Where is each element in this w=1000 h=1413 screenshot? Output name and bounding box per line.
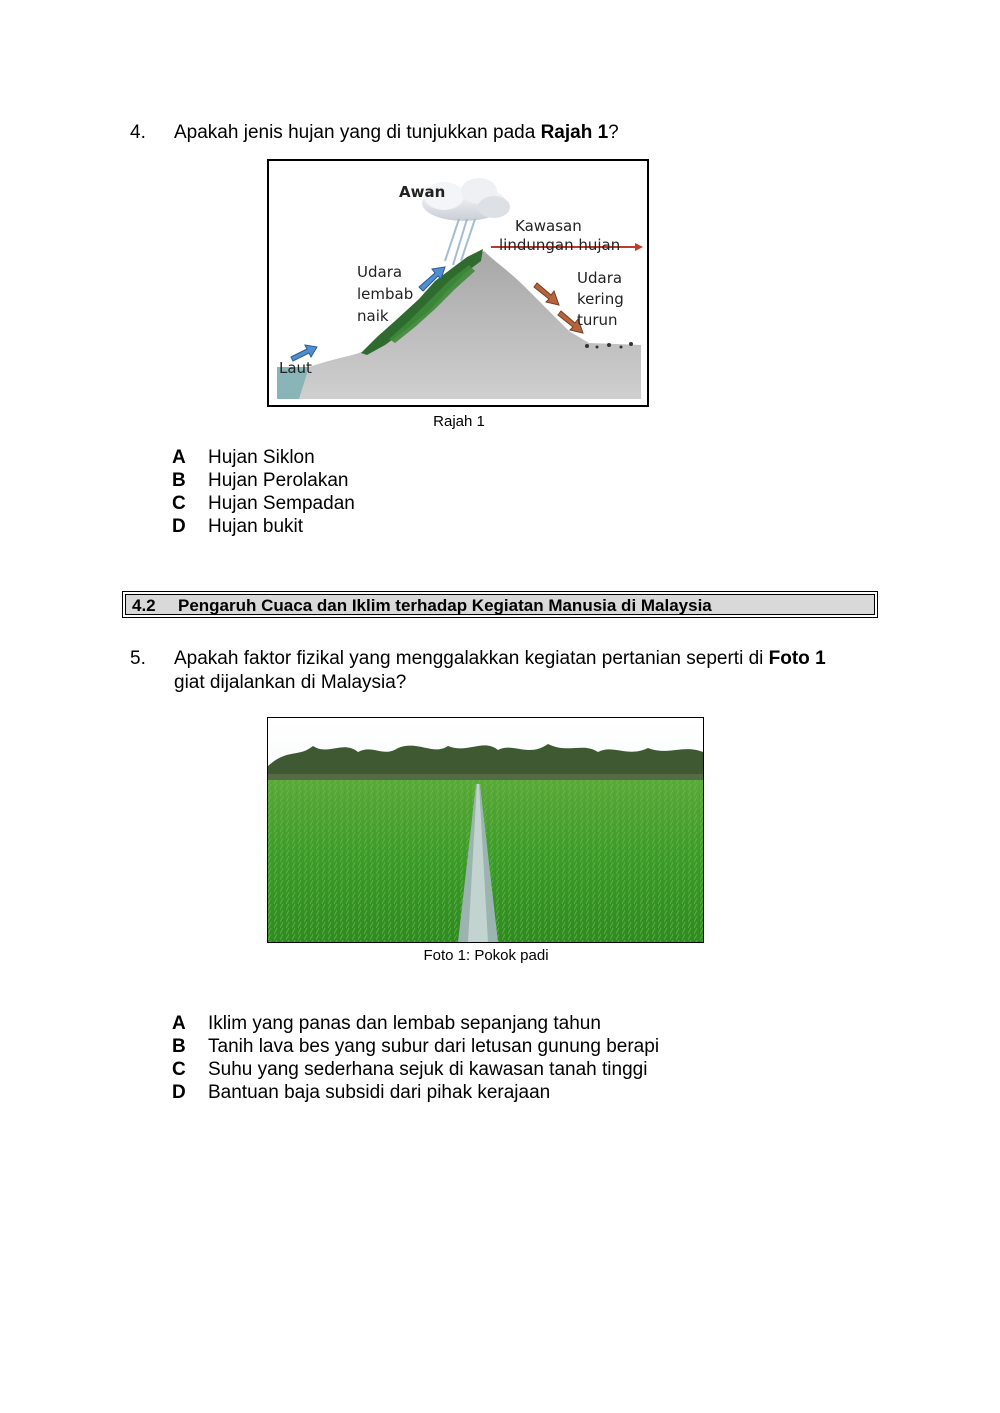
option-text: Bantuan baja subsidi dari pihak kerajaan [208,1082,551,1103]
label-udara-lembab-3: naik [357,307,389,325]
question-text: Apakah faktor fizikal yang menggalakkan kegiatan pertanian seperti di Foto 1 [174,648,826,669]
option-d[interactable] [172,515,355,538]
option-letter: C [172,1059,186,1080]
paddy-field-photo [268,718,703,942]
option-text: Iklim yang panas dan lembab sepanjang tahun [208,1013,601,1034]
option-text: Hujan Perolakan [208,470,349,491]
question-text-line-2: giat dijalankan di Malaysia? [174,672,407,693]
option-letter: B [172,1036,186,1057]
option-b[interactable] [172,1035,659,1058]
option-letter: D [172,516,186,537]
label-kawasan-2: lindungan hujan [499,236,621,254]
label-laut: Laut [279,359,312,377]
options-question-4 [172,446,355,538]
question-number: 4. [130,122,146,143]
photo-1-caption: Foto 1: Pokok padi [423,947,549,964]
option-d[interactable] [172,1081,659,1104]
option-letter: A [172,1013,186,1034]
option-text: Hujan bukit [208,516,304,537]
option-text: Tanih lava bes yang subur dari letusan gunung berapi [208,1036,660,1057]
options-question-5 [172,1012,659,1104]
label-awan: Awan [399,183,446,201]
photo-foto-1 [267,717,704,943]
question-text: Apakah jenis hujan yang di tunjukkan pada Rajah 1? [174,122,619,143]
question-bold-ref: Rajah 1 [540,122,609,143]
option-letter: D [172,1082,186,1103]
option-text: Hujan Siklon [208,447,315,468]
question-number: 5. [130,648,146,669]
option-a[interactable] [172,446,355,469]
section-number: 4.2 [132,596,156,615]
label-udara-kering-1: Udara [577,269,623,287]
option-letter: B [172,470,186,491]
option-c[interactable] [172,1058,659,1081]
option-letter: C [172,493,186,514]
relief-rain-diagram [269,161,647,405]
option-a[interactable] [172,1012,659,1035]
figure-rajah-1 [267,159,649,407]
label-kawasan-1: Kawasan [515,217,582,235]
label-udara-kering-3: turun [577,311,618,329]
option-text: Suhu yang sederhana sejuk di kawasan tanah tinggi [208,1059,648,1080]
label-udara-lembab-1: Udara [357,263,403,281]
label-udara-kering-2: kering [577,290,624,308]
option-b[interactable] [172,469,355,492]
question-bold-ref: Foto 1 [768,648,826,669]
section-title: Pengaruh Cuaca dan Iklim terhadap Kegiatan Manusia di Malaysia [178,596,712,615]
option-letter: A [172,447,186,468]
option-text: Hujan Sempadan [208,493,355,514]
figure-1-caption: Rajah 1 [433,413,485,430]
section-header [122,591,878,618]
label-udara-lembab-2: lembab [357,285,414,303]
option-c[interactable] [172,492,355,515]
